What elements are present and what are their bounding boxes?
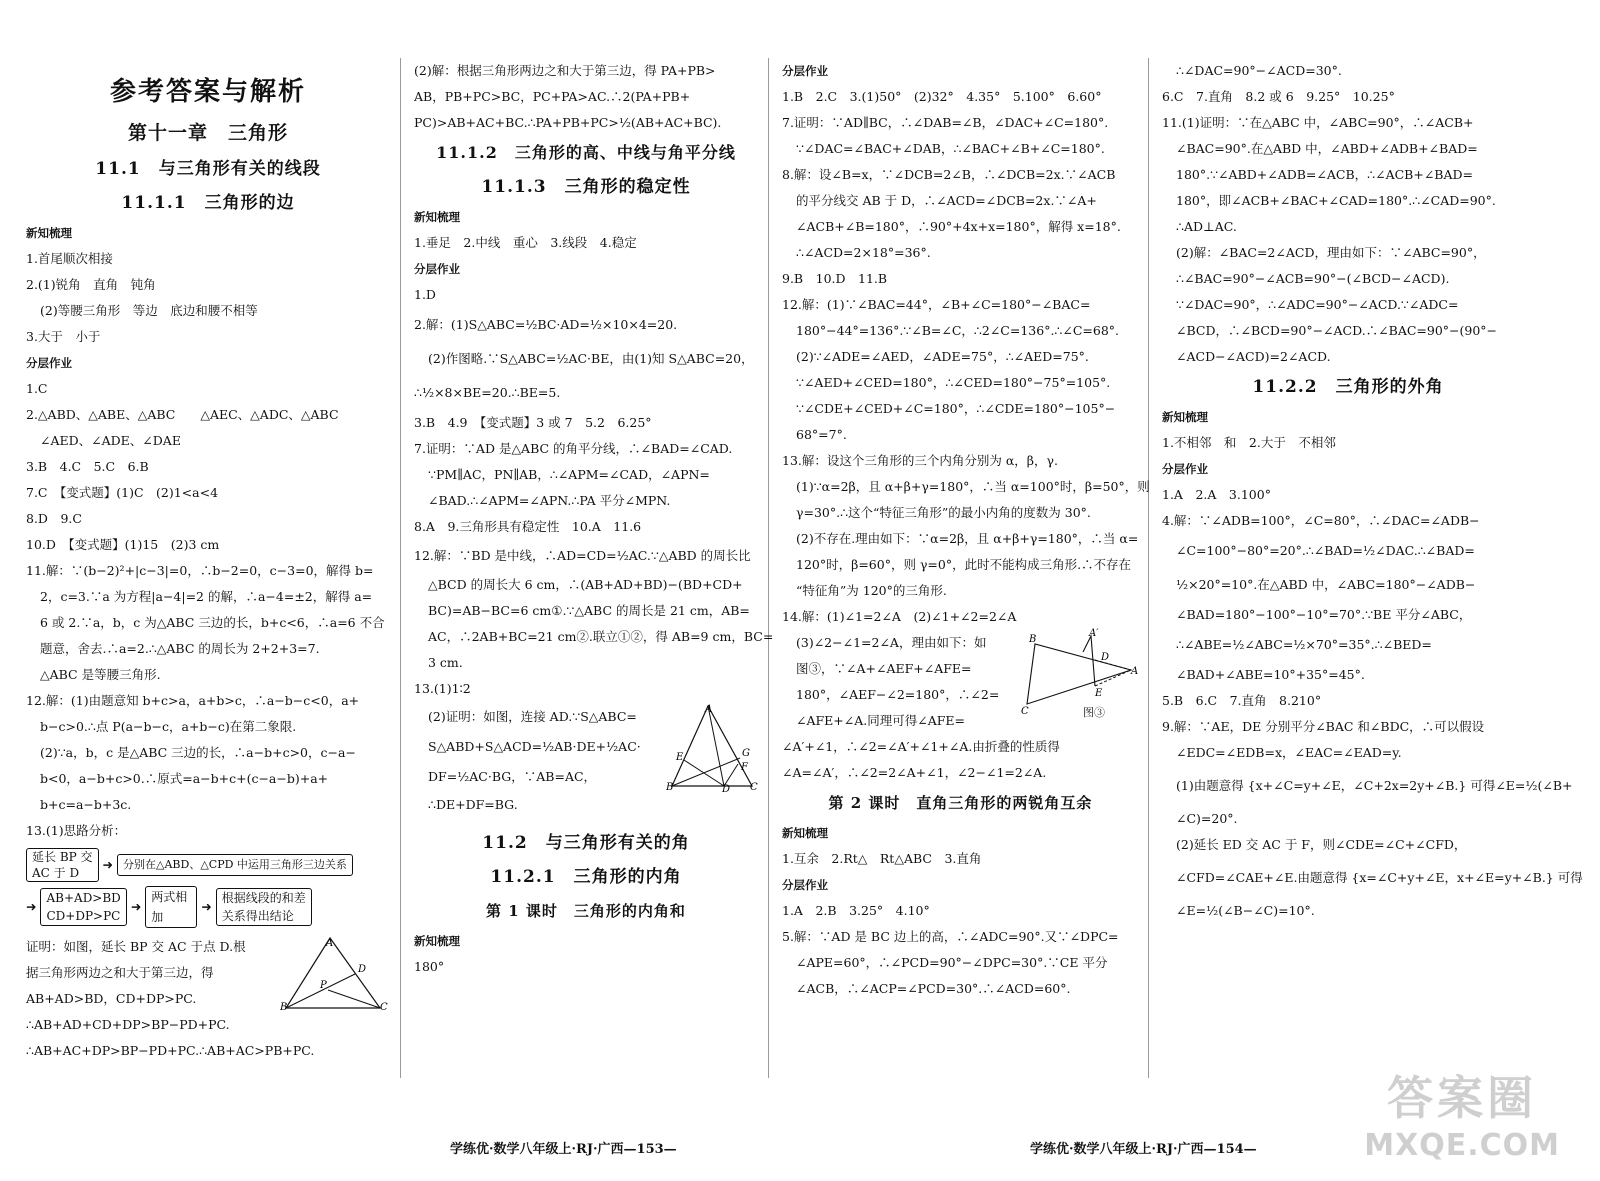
answer-line: 13.(1)1∶2	[414, 681, 471, 696]
fenceng-label: 分层作业	[26, 356, 72, 370]
flow-text: AC 于 D	[32, 866, 80, 880]
answer-line: 1.D	[414, 287, 436, 302]
xinzhi-label: 新知梳理	[1162, 410, 1208, 424]
answer-line: ∴DE+DF=BG.	[428, 797, 518, 812]
answer-line: ∠AFE+∠A.同理可得∠AFE=	[796, 713, 966, 728]
answer-line: 12.解：(1)∵∠BAC=44°，∠B+∠C=180°−∠BAC=	[782, 297, 1091, 312]
answer-line: 12.解：(1)由题意知 b+c>a，a+b>c，∴a−b−c<0，a+	[26, 693, 360, 708]
answer-line: ∴½×8×BE=20.∴BE=5.	[414, 385, 561, 400]
arrow-icon: ➜	[201, 899, 212, 914]
answer-line: ∠APE=60°，∴∠PCD=90°−∠DPC=30°.∵CE 平分	[796, 955, 1108, 970]
answer-line: 5.B 6.C 7.直角 8.210°	[1162, 693, 1322, 708]
answer-line: 180°.∵∠ABD+∠ADB=∠ACB，∴∠ACB+∠BAD=	[1176, 167, 1474, 182]
answer-line: b<0，a−b+c>0.∴原式=a−b+c+(c−a−b)+a+	[40, 771, 329, 786]
page-footer-left: 学练优·数学八年级上·RJ·广西—153—	[450, 1142, 677, 1157]
svg-text:D: D	[358, 964, 367, 975]
answer-line: 4.解：∵∠ADB=100°，∠C=80°，∴∠DAC=∠ADB−	[1162, 513, 1480, 528]
answer-line: 2.解：(1)S△ABC=½BC·AD=½×10×4=20.	[414, 317, 678, 332]
flow-text: CD+DP>PC	[46, 909, 121, 923]
answer-line: 7.证明：∵AD 是△ABC 的角平分线，∴∠BAD=∠CAD.	[414, 441, 733, 456]
svg-text:A: A	[705, 704, 713, 715]
answer-line: ∴∠ABE=½∠ABC=½×70°=35°.∴∠BED=	[1176, 637, 1432, 652]
flow-box-extend	[26, 848, 99, 882]
answer-line: ∴∠BAC=90°−∠ACB=90°−(∠BCD−∠ACD).	[1176, 271, 1450, 286]
answer-line: (2)解：根据三角形两边之和大于第三边，得 PA+PB>	[414, 63, 716, 78]
answer-line: b−c>0.∴点 P(a−b−c，a+b−c)在第二象限.	[40, 719, 297, 734]
subsection-title: 11.1.1 三角形的边	[121, 193, 295, 213]
answer-line: ∴AD⊥AC.	[1176, 219, 1237, 234]
subsection-title: 11.1.2 三角形的高、中线与角平分线	[436, 143, 736, 162]
section-title: 11.2 与三角形有关的角	[482, 833, 690, 853]
fenceng-label: 分层作业	[414, 262, 460, 276]
answer-line: ∴∠DAC=90°−∠ACD=30°.	[1176, 63, 1342, 78]
answer-line: ∵∠CDE+∠CED+∠C=180°，∴∠CDE=180°−105°−	[796, 401, 1116, 416]
answer-line: ∴∠ACD=2×18°=36°.	[796, 245, 931, 260]
figure-caption: 图③	[1083, 706, 1105, 719]
answer-line: AB，PB+PC>BC，PC+PA>AC.∴2(PA+PB+	[414, 89, 691, 104]
flow-text: AB+AD>BD	[46, 891, 121, 905]
column-1	[22, 70, 394, 1064]
answer-line: ∠AED、∠ADE、∠DAE	[40, 433, 181, 448]
answer-line: 7.证明：∵AD∥BC，∴∠DAB=∠B，∠DAC+∠C=180°.	[782, 115, 1109, 130]
answer-line: ∠CFD=∠CAE+∠E.由题意得 {x=∠C+y+∠E，x+∠E=y+∠B.} 可得	[1176, 870, 1583, 885]
column-4	[1158, 58, 1583, 924]
answer-line: 5.解：∵AD 是 BC 边上的高，∴∠ADC=90°.又∵∠DPC=	[782, 929, 1119, 944]
answer-line: PC)>AB+AC+BC.∴PA+PB+PC>½(AB+AC+BC).	[414, 115, 722, 130]
flow-box-conclude	[216, 888, 312, 926]
svg-text:D: D	[722, 784, 731, 795]
flow-box-apply: 分别在△ABD、△CPD 中运用三角形三边关系	[117, 854, 353, 876]
answer-line: ∠ACB+∠B=180°，∴90°+4x+x=180°，解得 x=18°.	[796, 219, 1121, 234]
page-footer-right: 学练优·数学八年级上·RJ·广西—154—	[1030, 1142, 1257, 1157]
svg-text:D: D	[1101, 652, 1110, 663]
answer-line: ∠C=100°−80°=20°.∴∠BAD=½∠DAC.∴∠BAD=	[1176, 543, 1475, 558]
answer-line: ∠BAD.∴∠APM=∠APN.∴PA 平分∠MPN.	[428, 493, 671, 508]
answer-line: 13.(1)思路分析：	[26, 823, 127, 838]
arrow-icon: ➜	[26, 899, 37, 914]
folded-triangle-figure	[1019, 630, 1139, 720]
answer-line: ∵∠AED+∠CED=180°，∴∠CED=180°−75°=105°.	[796, 375, 1111, 390]
answer-line: 180°，即∠ACB+∠BAC+∠CAD=180°.∴∠CAD=90°.	[1176, 193, 1496, 208]
thinking-flowchart	[26, 848, 390, 928]
watermark-url: MXQE.COM	[1364, 1128, 1560, 1163]
answer-line: 6.C 7.直角 8.2 或 6 9.25° 10.25°	[1162, 89, 1395, 104]
answer-line: 据三角形两边之和大于第三边，得	[26, 965, 214, 980]
xinzhi-label: 新知梳理	[26, 226, 72, 240]
answer-line: 1.垂足 2.中线 重心 3.线段 4.稳定	[414, 235, 637, 250]
answer-line: (2)∵a，b，c 是△ABC 三边的长，∴a−b+c>0，c−a−	[40, 745, 356, 760]
answer-line: 6 或 2.∵a，b，c 为△ABC 三边的长，b+c<6，∴a=6 不合	[40, 615, 385, 630]
answer-line: ∠A′+∠1，∴∠2=∠A′+∠1+∠A.由折叠的性质得	[782, 739, 1060, 754]
answer-line: (1)∵α=2β，且 α+β+γ=180°，∴当 α=100°时，β=50°，则	[796, 479, 1150, 494]
answer-line: 14.解：(1)∠1=2∠A (2)∠1+∠2=2∠A	[782, 609, 1017, 624]
answer-line: ∠BCD，∴∠BCD=90°−∠ACD.∴∠BAC=90°−(90°−	[1176, 323, 1498, 338]
svg-text:A′: A′	[1089, 628, 1099, 639]
answer-line: 9.B 10.D 11.B	[782, 271, 888, 286]
triangle-figure	[666, 702, 758, 795]
svg-text:B: B	[666, 782, 674, 793]
section-title: 11.1 与三角形有关的线段	[95, 159, 321, 179]
flow-text: 延长 BP 交	[32, 850, 93, 864]
answer-line: (3)∠2−∠1=2∠A，理由如下：如	[796, 635, 987, 650]
answer-line: ∠E=½(∠B−∠C)=10°.	[1176, 903, 1315, 918]
watermark-logo	[1364, 1062, 1560, 1163]
answer-line: ∠BAC=90°.在△ABD 中，∠ABD+∠ADB+∠BAD=	[1176, 141, 1478, 156]
triangle-figure	[280, 934, 390, 1012]
answer-line: ∠A=∠A′，∴∠2=2∠A+∠1，∠2−∠1=2∠A.	[782, 765, 1047, 780]
answer-line: 的平分线交 AB 于 D，∴∠ACD=∠DCB=2x.∵∠A+	[796, 193, 1097, 208]
answer-line: 3.大于 小于	[26, 329, 101, 344]
answer-line: 8.解：设∠B=x，∵∠DCB=2∠B，∴∠DCB=2x.∵∠ACB	[782, 167, 1116, 182]
answer-line: (1)由题意得 {x+∠C=y+∠E，∠C+2x=2y+∠B.} 可得∠E=½(∠B+	[1176, 778, 1573, 793]
svg-text:F: F	[741, 762, 748, 773]
answer-line: 2，c=3.∵a 为方程|a−4|=2 的解，∴a−4=±2，解得 a=	[40, 589, 373, 604]
lesson-title: 第 1 课时 三角形的内角和	[486, 902, 686, 920]
answer-line: (2)延长 ED 交 AC 于 F，则∠CDE=∠C+∠CFD，	[1176, 837, 1467, 852]
svg-text:E: E	[1095, 688, 1103, 699]
column-divider	[400, 58, 401, 1078]
answer-line: 1.首尾顺次相接	[26, 251, 113, 266]
answer-line: 180°	[414, 959, 445, 974]
fenceng-label: 分层作业	[782, 878, 828, 892]
answer-line: (2)不存在.理由如下：∵α=2β，且 α+β+γ=180°，∴当 α=	[796, 531, 1139, 546]
answer-line: (2)解：∠BAC=2∠ACD，理由如下：∵∠ABC=90°，	[1176, 245, 1486, 260]
answer-line: (2)等腰三角形 等边 底边和腰不相等	[40, 303, 258, 318]
answer-line: 3 cm.	[428, 655, 463, 670]
svg-text:C: C	[380, 1002, 388, 1013]
svg-text:C: C	[1021, 706, 1029, 717]
answer-line: (2)作图略.∵S△ABC=½AC·BE，由(1)知 S△ABC=20，	[428, 351, 754, 366]
answer-line: 11.解：∵(b−2)²+|c−3|=0，∴b−2=0，c−3=0，解得 b=	[26, 563, 374, 578]
fenceng-label: 分层作业	[1162, 462, 1208, 476]
answer-line: ∠BAD+∠ABE=10°+35°=45°.	[1176, 667, 1365, 682]
answer-line: 7.C 【变式题】(1)C (2)1<a<4	[26, 485, 219, 500]
answer-line: ∵∠DAC=∠BAC+∠DAB，∴∠BAC+∠B+∠C=180°.	[796, 141, 1105, 156]
xinzhi-label: 新知梳理	[414, 934, 460, 948]
column-divider	[1148, 58, 1149, 1078]
answer-line: △ABC 是等腰三角形.	[40, 667, 161, 682]
svg-text:G: G	[742, 748, 750, 759]
answer-line: 10.D 【变式题】(1)15 (2)3 cm	[26, 537, 220, 552]
answer-line: △BCD 的周长大 6 cm，∴(AB+AD+BD)−(BD+CD+	[428, 577, 743, 592]
xinzhi-label: 新知梳理	[782, 826, 828, 840]
answer-line: 1.C	[26, 381, 48, 396]
watermark-text: 答案圈	[1387, 1071, 1538, 1125]
svg-text:A: A	[1131, 666, 1139, 677]
lesson-title: 第 2 课时 直角三角形的两锐角互余	[828, 794, 1093, 812]
answer-line: 1.互余 2.Rt△ Rt△ABC 3.直角	[782, 851, 982, 866]
answer-line: “特征角”为 120°的三角形.	[796, 583, 947, 598]
answer-line: 180°，∠AEF−∠2=180°，∴∠2=	[796, 687, 1000, 702]
arrow-icon: ➜	[130, 899, 142, 914]
answer-line: ∴AB+AD+CD+DP>BP−PD+PC.	[26, 1017, 230, 1032]
answer-line: 13.解：设这个三角形的三个内角分别为 α，β，γ.	[782, 453, 1058, 468]
answer-line: ½×20°=10°.在△ABD 中，∠ABC=180°−∠ADB−	[1176, 577, 1476, 592]
answer-line: b+c=a−b+3c.	[40, 797, 132, 812]
answer-line: γ=30°.∴这个“特征三角形”的最小内角的度数为 30°.	[796, 505, 1091, 520]
answer-line: 1.A 2.A 3.100°	[1162, 487, 1271, 502]
answer-line: 2.(1)锐角 直角 钝角	[26, 277, 156, 292]
svg-text:E: E	[676, 752, 684, 763]
answer-line: 2.△ABD、△ABE、△ABC △AEC、△ADC、△ABC	[26, 407, 339, 422]
answer-line: 1.B 2.C 3.(1)50° (2)32° 4.35° 5.100° 6.60°	[782, 89, 1102, 104]
answer-line: 图③，∵∠A+∠AEF+∠AFE=	[796, 661, 972, 676]
answer-line: ∠EDC=∠EDB=x，∠EAC=∠EAD=y.	[1176, 745, 1402, 760]
answer-line: 8.D 9.C	[26, 511, 82, 526]
flow-box-add: 两式相加	[145, 886, 197, 928]
answer-line: 1.A 2.B 3.25° 4.10°	[782, 903, 930, 918]
svg-text:B: B	[280, 1002, 288, 1013]
flow-box-inequalities	[40, 888, 126, 926]
answer-line: 120°时，β=60°，则 γ=0°，此时不能构成三角形.∴不存在	[796, 557, 1132, 572]
answer-line: 9.解：∵AE，DE 分别平分∠BAC 和∠BDC，∴可以假设	[1162, 719, 1485, 734]
subsection-title: 11.2.2 三角形的外角	[1252, 377, 1444, 397]
answer-line: 1.不相邻 和 2.大于 不相邻	[1162, 435, 1336, 450]
svg-text:P: P	[320, 980, 327, 991]
answer-line: ∠ACD−∠ACD)=2∠ACD.	[1176, 349, 1331, 364]
svg-text:B: B	[1029, 634, 1037, 645]
xinzhi-label: 新知梳理	[414, 210, 460, 224]
arrow-icon: ➜	[102, 857, 114, 872]
answer-line: DF=½AC·BG，∵AB=AC，	[428, 769, 597, 784]
subsection-title: 11.2.1 三角形的内角	[490, 867, 682, 887]
answer-line: 3.B 4.9 【变式题】3 或 7 5.2 6.25°	[414, 415, 652, 430]
answer-line: ∠BAD=180°−100°−10°=70°.∵BE 平分∠ABC，	[1176, 607, 1472, 622]
answer-line: 8.A 9.三角形具有稳定性 10.A 11.6	[414, 519, 642, 534]
column-divider	[768, 58, 769, 1078]
page-title: 参考答案与解析	[109, 77, 306, 107]
answer-line: (2)证明：如图，连接 AD.∵S△ABC=	[428, 709, 637, 724]
column-3	[778, 58, 1150, 1002]
answer-line: 12.解：∵BD 是中线，∴AD=CD=½AC.∵△ABD 的周长比	[414, 548, 751, 563]
answer-line: 题意，舍去.∴a=2.∴△ABC 的周长为 2+2+3=7.	[40, 641, 320, 656]
answer-line: BC)=AB−BC=6 cm①.∵△ABC 的周长是 21 cm，AB=	[428, 603, 750, 618]
answer-line: 3.B 4.C 5.C 6.B	[26, 459, 149, 474]
answer-line: ∵∠DAC=90°，∴∠ADC=90°−∠ACD.∵∠ADC=	[1176, 297, 1459, 312]
answer-line: ∠C)=20°.	[1176, 811, 1238, 826]
svg-text:A: A	[326, 938, 334, 949]
answer-line: AB+AD>BD，CD+DP>PC.	[26, 991, 197, 1006]
flow-text: 关系得出结论	[221, 909, 294, 923]
answer-line: 11.(1)证明：∵在△ABC 中，∠ABC=90°，∴∠ACB+	[1162, 115, 1474, 130]
column-2	[410, 58, 774, 980]
answer-line: ∠ACB，∴∠ACP=∠PCD=30°.∴∠ACD=60°.	[796, 981, 1071, 996]
answer-line: AC，∴2AB+BC=21 cm②.联立①②，得 AB=9 cm，BC=	[428, 629, 774, 644]
answer-line: 68°=7°.	[796, 427, 847, 442]
answer-line: S△ABD+S△ACD=½AB·DE+½AC·	[428, 739, 641, 754]
answer-line: 证明：如图，延长 BP 交 AC 于点 D.根	[26, 939, 246, 954]
answer-line: ∵PM∥AC，PN∥AB，∴∠APM=∠CAD，∠APN=	[428, 467, 710, 482]
answer-line: (2)∵∠ADE=∠AED，∠ADE=75°，∴∠AED=75°.	[796, 349, 1089, 364]
fenceng-label: 分层作业	[782, 64, 828, 78]
answer-line: 180°−44°=136°.∵∠B=∠C，∴2∠C=136°.∴∠C=68°.	[796, 323, 1120, 338]
subsection-title: 11.1.3 三角形的稳定性	[481, 177, 691, 197]
answer-line: ∴AB+AC+DP>BP−PD+PC.∴AB+AC>PB+PC.	[26, 1043, 315, 1058]
chapter-title: 第十一章 三角形	[127, 122, 288, 144]
flow-text: 根据线段的和差	[221, 891, 306, 905]
svg-text:C: C	[750, 782, 758, 793]
